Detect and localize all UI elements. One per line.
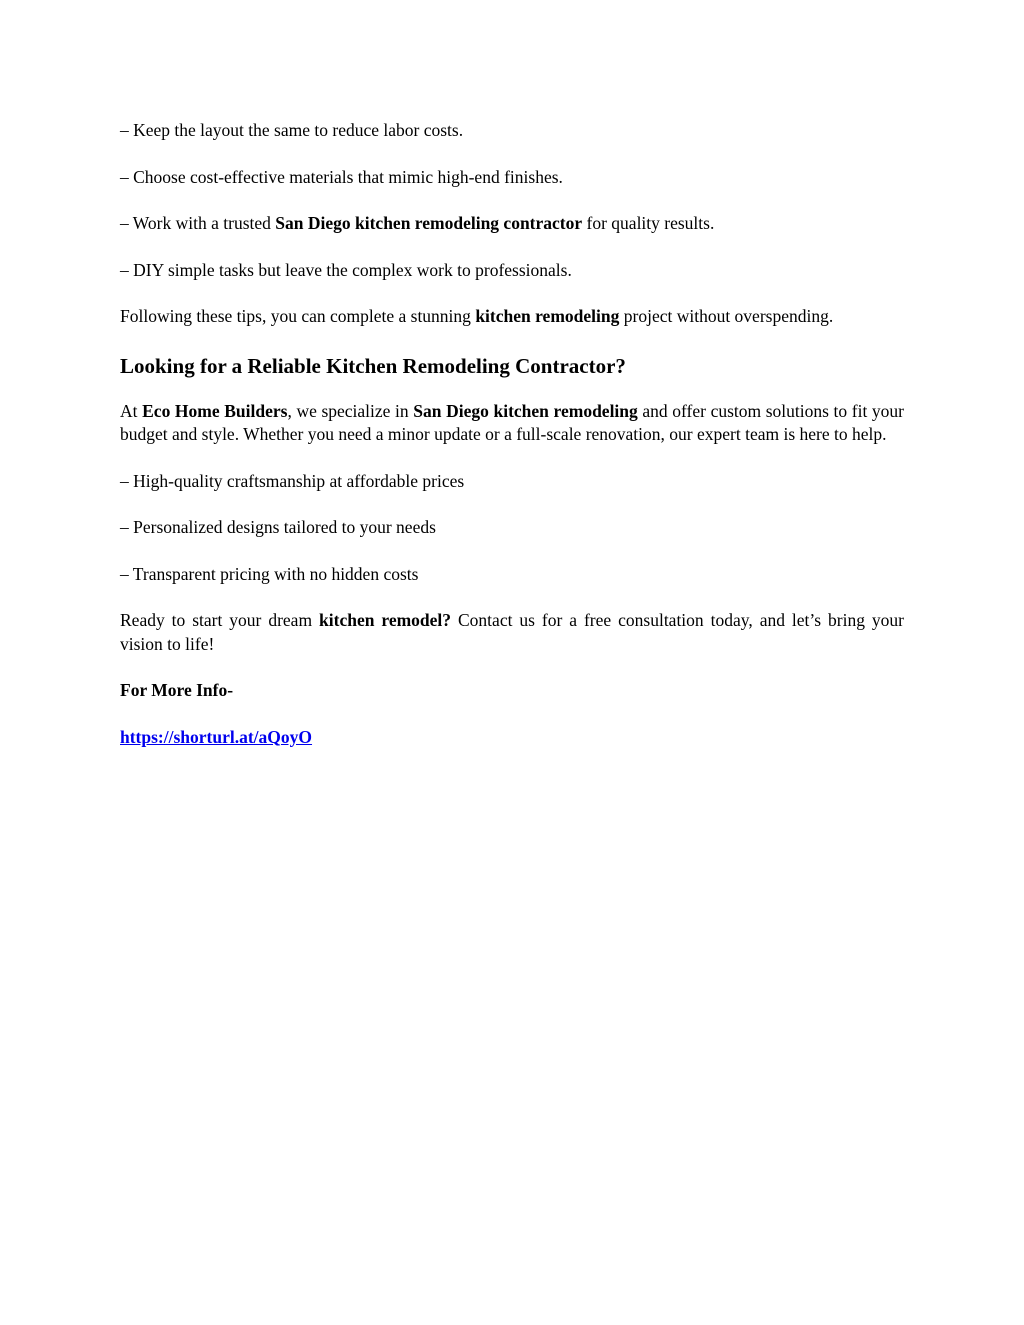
more-info-label: [120, 679, 904, 703]
document-page: [120, 119, 904, 772]
summary-prefix: Following these tips, you can complete a stunning: [120, 306, 476, 326]
tip-contractor-prefix: – Work with a trusted: [120, 213, 276, 233]
intro-suffix: and offer custom solutions to fit your budget and style. Whether you need a minor update or a full-scale renovation, our expert team is here to help.: [120, 400, 905, 444]
cta-emphasis: kitchen remodel?: [319, 610, 452, 630]
cta-suffix: Contact us for a free consultation today, and let’s bring your vision to life!: [120, 610, 904, 654]
tip-contractor-emphasis: San Diego kitchen remodeling contractor: [275, 213, 583, 233]
tip-contractor: [120, 212, 904, 236]
summary-emphasis: kitchen remodeling: [475, 306, 620, 326]
more-info-link-line: [120, 726, 904, 750]
more-info-link[interactable]: https://shorturl.at/aQoyO: [120, 726, 313, 747]
company-name: Eco Home Builders: [142, 400, 288, 421]
benefit-item: – Transparent pricing with no hidden costs: [120, 563, 419, 584]
tip-keep-layout: – Keep the layout the same to reduce labor costs.: [120, 120, 464, 140]
tip-contractor-suffix: for quality results.: [582, 213, 715, 233]
service-name: San Diego kitchen remodeling: [413, 400, 638, 421]
benefit-item: – High-quality craftsmanship at affordable prices: [120, 470, 465, 491]
intro-middle: , we specialize in: [287, 400, 414, 421]
tip-materials: – Choose cost-effective materials that mimic high-end finishes.: [120, 166, 563, 187]
cta-paragraph: [120, 609, 904, 656]
cta-prefix: Ready to start your dream: [120, 610, 320, 630]
summary-paragraph: [120, 305, 904, 329]
section-heading: Looking for a Reliable Kitchen Remodeling Contractor?: [120, 353, 626, 378]
intro-prefix: At: [120, 400, 143, 421]
benefit-item: – Personalized designs tailored to your needs: [120, 517, 436, 537]
tip-diy: – DIY simple tasks but leave the complex work to professionals.: [120, 259, 572, 280]
more-info-label-text: For More Info-: [120, 680, 234, 700]
summary-suffix: project without overspending.: [619, 306, 834, 326]
intro-paragraph: [120, 400, 904, 447]
